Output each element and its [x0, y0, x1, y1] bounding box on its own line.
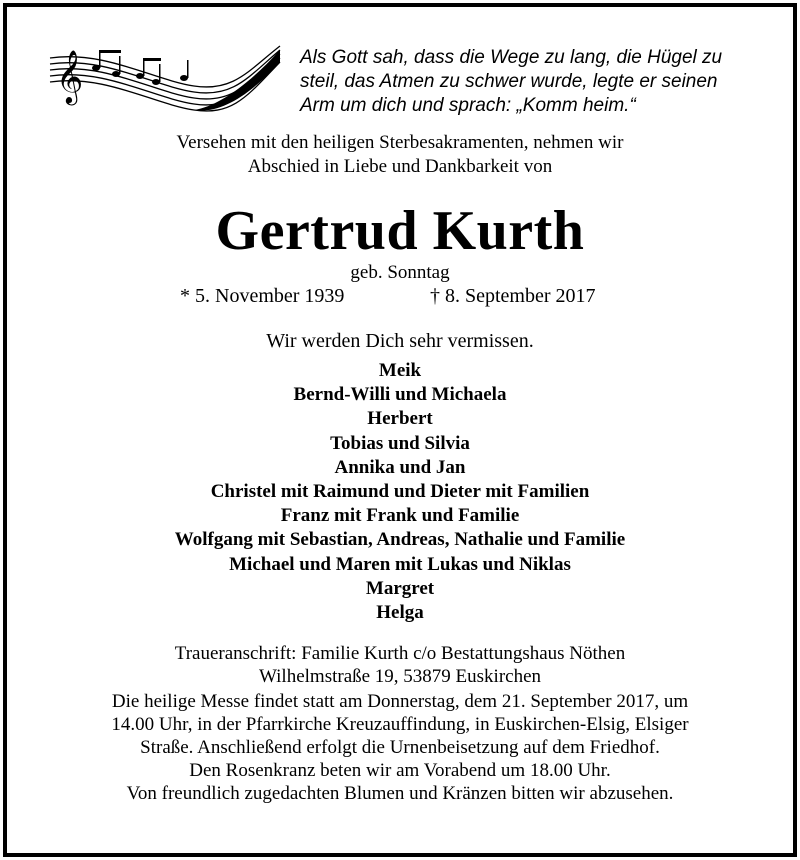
- service-line: Von freundlich zugedachten Blumen und Kränzen bitten wir abzusehen.: [126, 783, 674, 804]
- music-staff-icon: [44, 40, 284, 114]
- family-member: Tobias und Silvia: [330, 432, 470, 454]
- service-info: [0, 690, 800, 805]
- address-line: Wilhelmstraße 19, 53879 Euskirchen: [258, 666, 542, 687]
- born-name: geb. Sonntag: [350, 262, 450, 283]
- death-date: † 8. September 2017: [430, 285, 596, 307]
- birth-date: * 5. November 1939: [180, 285, 345, 307]
- family-list: [0, 359, 800, 625]
- family-member: Margret: [365, 577, 435, 599]
- svg-text:𝄞: 𝄞: [56, 49, 84, 103]
- family-member: Michael und Maren mit Lukas und Niklas: [229, 553, 571, 575]
- family-member: Herbert: [367, 408, 433, 430]
- address-line: Traueranschrift: Familie Kurth c/o Bestattungshaus Nöthen: [174, 643, 626, 664]
- deceased-name: Gertrud Kurth: [215, 200, 585, 262]
- service-line: Straße. Anschließend erfolgt die Urnenbeisetzung auf dem Friedhof.: [140, 737, 660, 758]
- family-member: Meik: [378, 360, 422, 381]
- intro-line: Versehen mit den heiligen Sterbesakramenten, nehmen wir: [176, 132, 624, 153]
- service-line: 14.00 Uhr, in der Pfarrkirche Kreuzauffindung, in Euskirchen-Elsig, Elsiger: [111, 714, 689, 735]
- intro-line: Abschied in Liebe und Dankbarkeit von: [247, 156, 553, 177]
- mourning-address: [0, 642, 800, 688]
- family-member: Helga: [376, 602, 424, 624]
- service-line: Den Rosenkranz beten wir am Vorabend um 18.00 Uhr.: [189, 760, 611, 781]
- quote-line: Arm um dich und sprach: „Komm heim.“: [300, 95, 636, 116]
- family-member: Bernd-Willi und Michaela: [293, 384, 507, 406]
- family-member: Annika und Jan: [334, 456, 466, 478]
- family-member: Wolfgang mit Sebastian, Andreas, Nathalie und Familie: [174, 529, 626, 551]
- miss-text: Wir werden Dich sehr vermissen.: [266, 330, 534, 352]
- quote-line: steil, das Atmen zu schwer wurde, legte er seinen: [300, 71, 718, 92]
- family-member: Franz mit Frank und Familie: [280, 505, 520, 527]
- intro-text: [0, 131, 800, 179]
- quote-line: Als Gott sah, dass die Wege zu lang, die Hügel zu: [300, 47, 723, 68]
- family-member: Christel mit Raimund und Dieter mit Familien: [210, 481, 590, 503]
- service-line: Die heilige Messe findet statt am Donnerstag, dem 21. September 2017, um: [111, 691, 689, 712]
- quote-block: [300, 46, 770, 118]
